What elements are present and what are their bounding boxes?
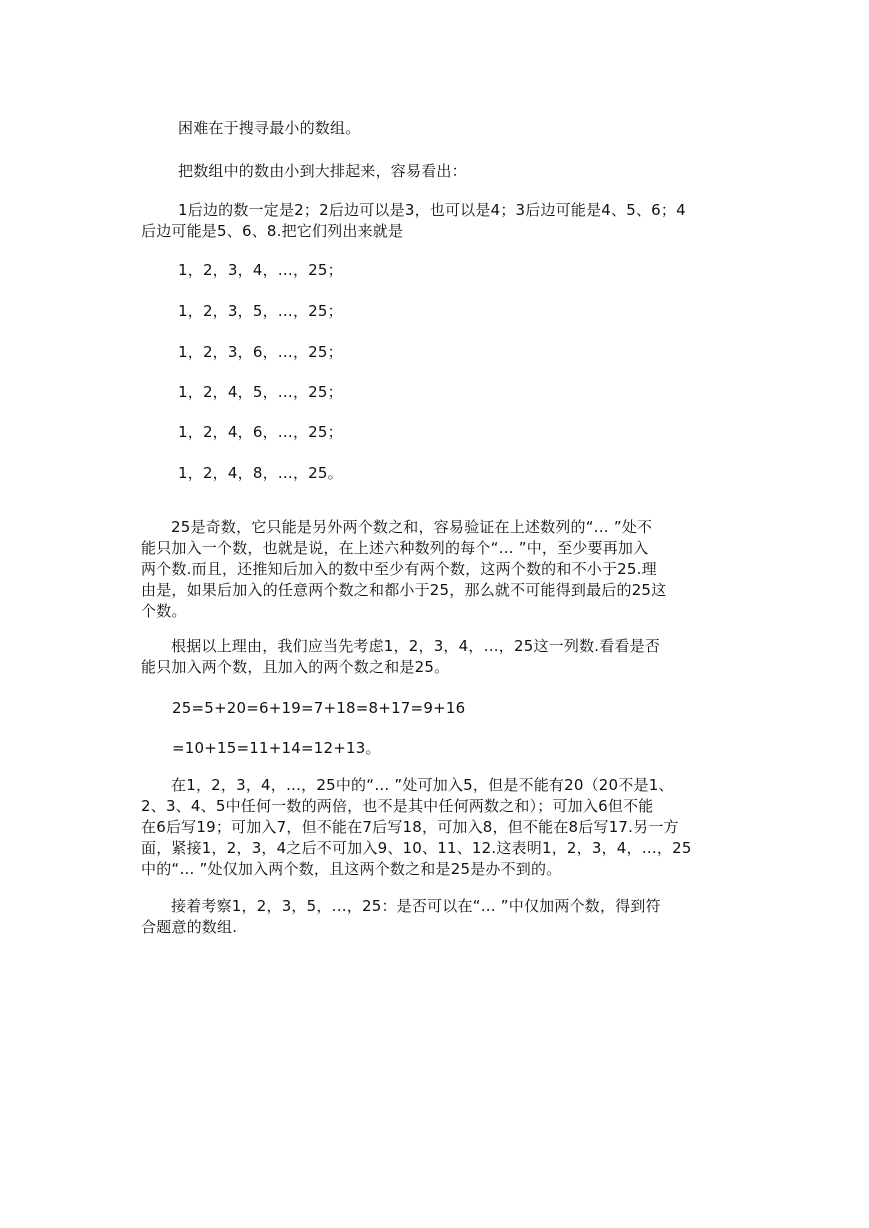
paragraph-next-case: [141, 896, 661, 938]
paragraph-consider-first: [141, 636, 660, 678]
text-line: 1后边的数一定是2；2后边可以是3，也可以是4；3后边可能是4、5、6；4: [178, 201, 686, 219]
text-line: 在1，2，3，4，…，25中的“… ”处可加入5，但是不能有20（20不是1、: [171, 776, 674, 794]
text-line: 接着考察1，2，3，5，…，25：是否可以在“… ”中仅加两个数，得到符: [171, 897, 661, 915]
text-line: 能只加入两个数，且加入的两个数之和是25。: [141, 658, 450, 676]
text-line: 25是奇数，它只能是另外两个数之和，容易验证在上述数列的“… ”处不: [171, 518, 653, 536]
text-line: 两个数.而且，还推知后加入的数中至少有两个数，这两个数的和不小于25.理: [141, 560, 657, 578]
sequence-line: 1，2，3，4，…，25；: [178, 261, 343, 279]
paragraph-difficulty: 困难在于搜寻最小的数组。: [178, 119, 361, 137]
paragraph-successors: [141, 200, 686, 242]
sequence-line: 1，2，4，6，…，25；: [178, 423, 343, 441]
text-line: 个数。: [141, 602, 187, 620]
text-line: 根据以上理由，我们应当先考虑1，2，3，4，…，25这一列数.看看是否: [171, 637, 661, 655]
text-line: 由是，如果后加入的任意两个数之和都小于25，那么就不可能得到最后的25这: [141, 581, 667, 599]
text-line: 后边可能是5、6、8.把它们列出来就是: [141, 222, 404, 240]
paragraph-sort-intro: 把数组中的数由小到大排起来，容易看出：: [178, 162, 467, 180]
text-line: 中的“… ”处仅加入两个数，且这两个数之和是25是办不到的。: [141, 860, 562, 878]
text-line: 在6后写19；可加入7，但不能在7后写18，可加入8，但不能在8后写17.另一方: [141, 818, 679, 836]
sequence-line: 1，2，3，5，…，25；: [178, 302, 343, 320]
paragraph-insertion-analysis: [141, 775, 692, 880]
equation-line: =10+15=11+14=12+13。: [172, 739, 381, 757]
equation-line: 25=5+20=6+19=7+18=8+17=9+16: [172, 699, 466, 717]
text-line: 能只加入一个数，也就是说，在上述六种数列的每个“… ”中，至少要再加入: [141, 539, 649, 557]
sequence-line: 1，2，4，5，…，25；: [178, 383, 343, 401]
text-line: 面，紧接1，2，3，4之后不可加入9、10、11、12.这表明1，2，3，4，…，25: [141, 839, 692, 857]
paragraph-odd-reasoning: [141, 517, 666, 622]
text-line: 合题意的数组.: [141, 918, 238, 936]
sequence-line: 1，2，3，6，…，25；: [178, 343, 343, 361]
sequence-line: 1，2，4，8，…，25。: [178, 464, 343, 482]
text-line: 2、3、4、5中任何一数的两倍，也不是其中任何两数之和）；可加入6但不能: [141, 797, 654, 815]
